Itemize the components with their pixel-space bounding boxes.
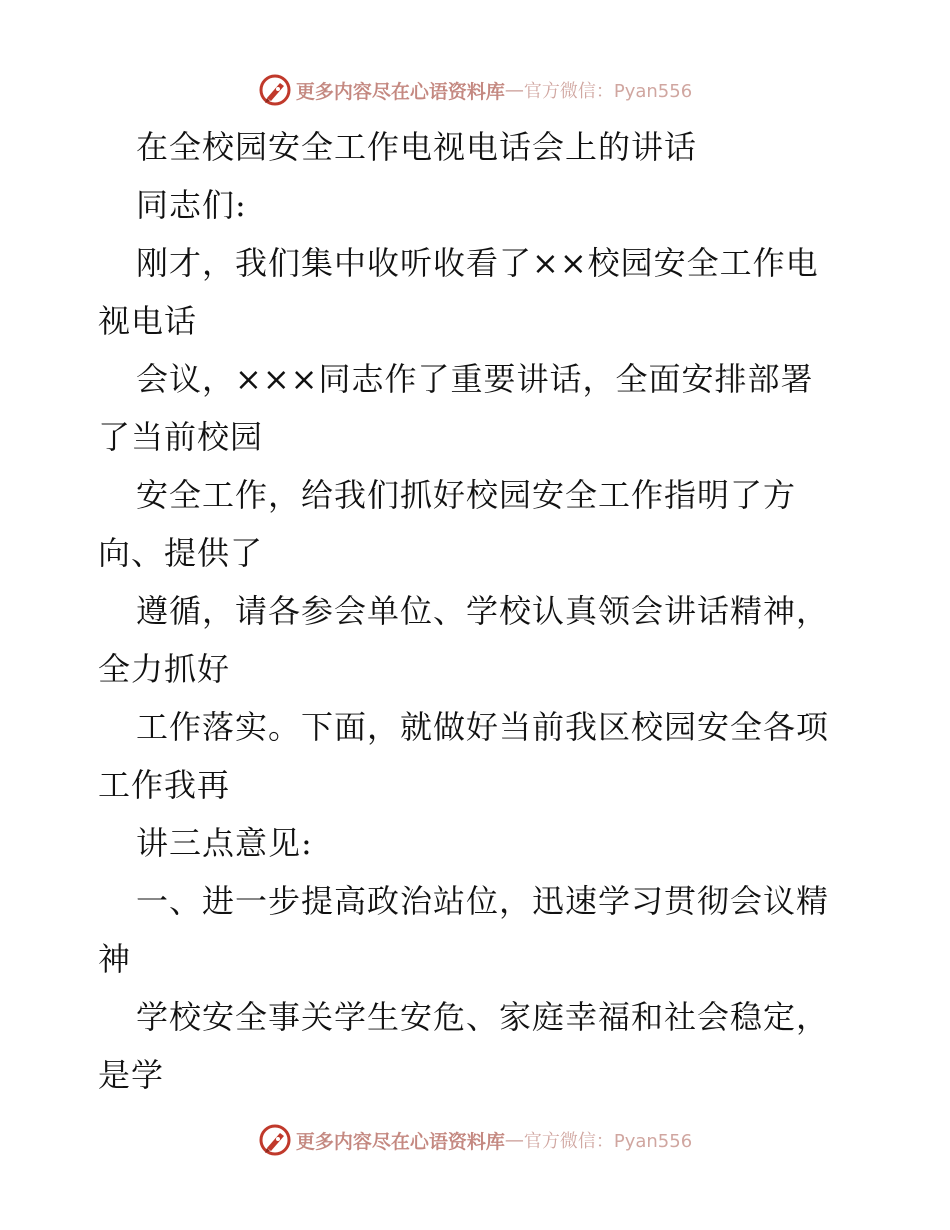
body-line: 工作我再	[98, 766, 231, 804]
body-line: 向、提供了	[98, 534, 264, 572]
body-line: 遵循，请各参会单位、学校认真领会讲话精神，	[136, 592, 830, 630]
site-name-text: 更多内容尽在心语资料库	[295, 1130, 505, 1153]
footer-watermark-banner	[0, 1120, 950, 1160]
pen-logo-icon	[258, 73, 292, 107]
document-body	[98, 118, 858, 1104]
section-heading: 一、进一步提高政治站位，迅速学习贯彻会议精	[136, 882, 830, 920]
body-line: 神	[98, 940, 132, 978]
site-name-text: 更多内容尽在心语资料库	[295, 80, 505, 103]
body-line: 刚才，我们集中收听收看了××校园安全工作电	[136, 244, 819, 282]
body-line: 视电话	[98, 302, 198, 340]
wechat-text: 官方微信：Pyan556	[523, 81, 693, 102]
body-line: 全力抓好	[98, 650, 231, 688]
body-line: 会议，×××同志作了重要讲话，全面安排部署	[136, 360, 814, 398]
body-line: 安全工作，给我们抓好校园安全工作指明了方	[136, 476, 797, 514]
header-watermark-banner	[0, 70, 950, 110]
banner-dash: —	[504, 1129, 524, 1151]
salutation: 同志们:	[136, 186, 247, 224]
body-line: 学校安全事关学生安危、家庭幸福和社会稳定，	[136, 998, 830, 1036]
document-title: 在全校园安全工作电视电话会上的讲话	[136, 128, 698, 166]
body-line: 了当前校园	[98, 418, 264, 456]
wechat-text: 官方微信：Pyan556	[523, 1131, 693, 1152]
body-line: 是学	[98, 1056, 165, 1094]
banner-dash: —	[504, 79, 524, 101]
body-line: 工作落实。下面，就做好当前我区校园安全各项	[136, 708, 830, 746]
body-line: 讲三点意见:	[136, 824, 313, 862]
pen-logo-icon	[258, 1123, 292, 1157]
